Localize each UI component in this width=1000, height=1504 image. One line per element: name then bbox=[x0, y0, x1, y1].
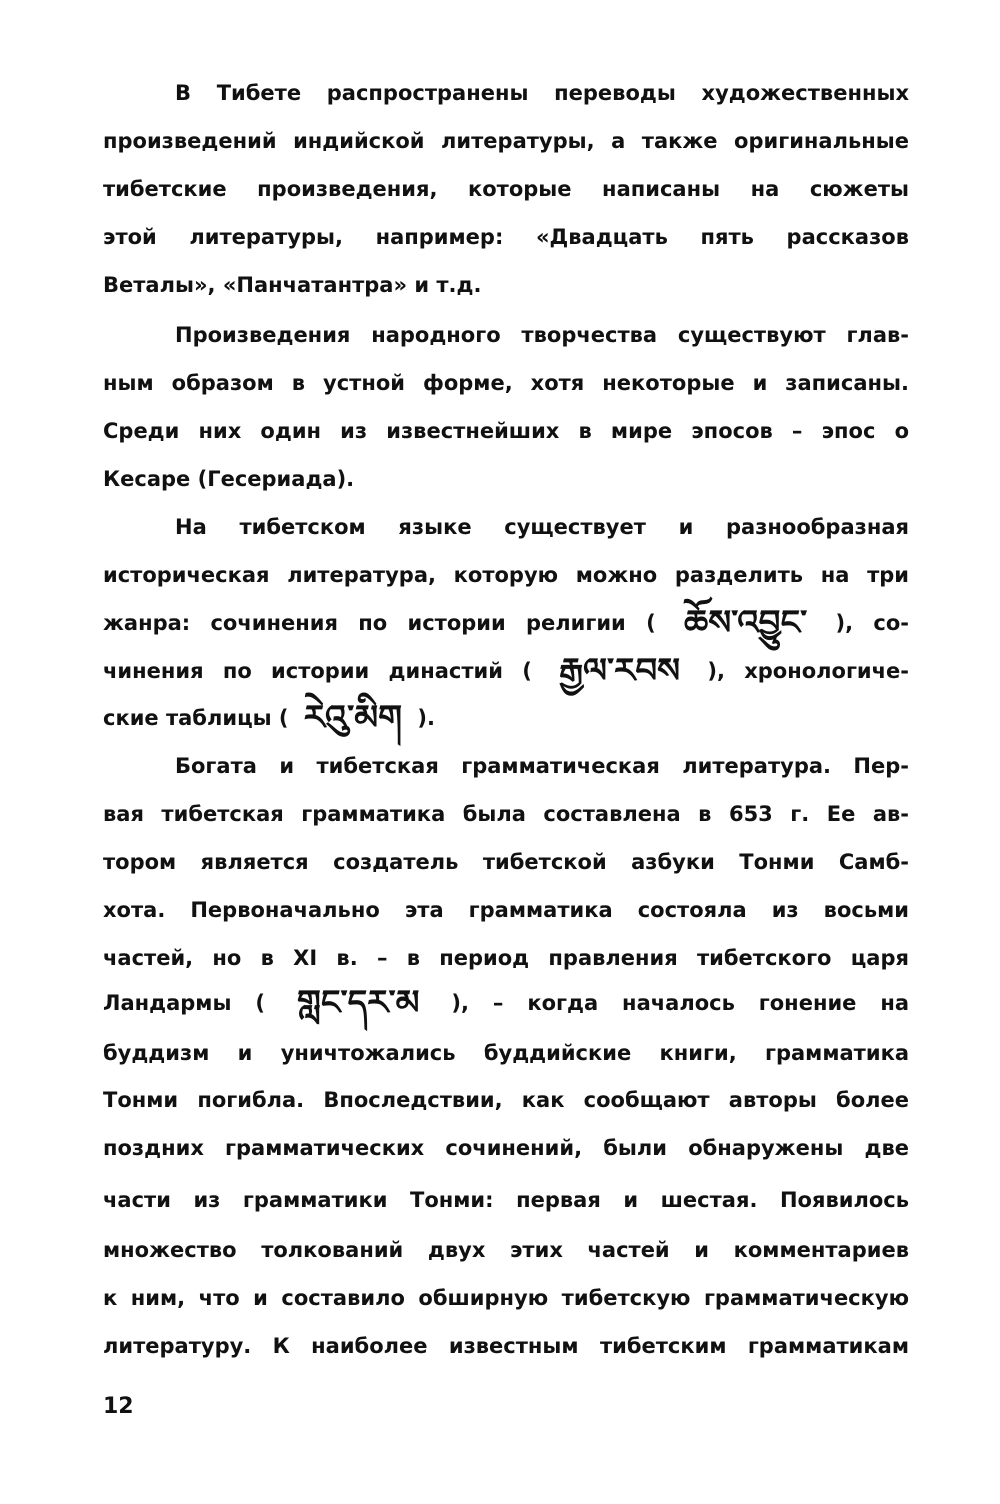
text-fragment: чинения по истории династий ( bbox=[103, 659, 532, 683]
text-line: историческая литература, которую можно разделить на три bbox=[103, 563, 909, 587]
text-line: Кесаре (Гесериада). bbox=[103, 467, 355, 491]
text-line: поздних грамматических сочинений, были обнаружены две bbox=[103, 1136, 909, 1160]
text-line: вая тибетская грамматика была составлена в 653 г. Ее ав- bbox=[103, 802, 909, 826]
text-line: Произведения народного творчества существуют глав- bbox=[175, 323, 909, 347]
text-line: произведений индийской литературы, а также оригинальные bbox=[103, 129, 909, 153]
page-number: 12 bbox=[103, 1394, 134, 1419]
text-line: этой литературы, например: «Двадцать пять рассказов bbox=[103, 225, 909, 249]
text-fragment: ). bbox=[417, 706, 435, 730]
text-line: ным образом в устной форме, хотя некоторые и записаны. bbox=[103, 371, 909, 395]
text-line: Тонми погибла. Впоследствии, как сообщают авторы более bbox=[103, 1088, 909, 1112]
text-fragment: ), хронологиче- bbox=[707, 659, 910, 683]
text-fragment: жанра: сочинения по истории религии ( bbox=[103, 611, 656, 635]
text-line: хота. Первоначально эта грамматика состояла из восьми bbox=[103, 898, 909, 922]
text-line: литературу. К наиболее известным тибетским грамматикам bbox=[103, 1334, 909, 1358]
text-fragment: Ландармы ( bbox=[103, 991, 265, 1015]
text-line: В Тибете распространены переводы художественных bbox=[175, 81, 909, 105]
text-line: тором является создатель тибетской азбуки Тонми Самб- bbox=[103, 850, 909, 874]
text-fragment: ские таблицы ( bbox=[103, 706, 289, 730]
text-line: тибетские произведения, которые написаны на сюжеты bbox=[103, 177, 909, 201]
text-line: Веталы», «Панчатантра» и т.д. bbox=[103, 273, 482, 297]
text-line: Среди них один из известнейших в мире эпосов – эпос о bbox=[103, 419, 909, 443]
text-line: частей, но в XI в. – в период правления тибетского царя bbox=[103, 946, 909, 970]
text-line-with-tibetan bbox=[103, 603, 909, 643]
tibetan-term: རྒྱལ་རབས bbox=[559, 651, 681, 691]
text-fragment: ), – когда началось гонение на bbox=[451, 991, 910, 1015]
text-line-with-tibetan bbox=[103, 698, 909, 738]
tibetan-term: ཆོས་འབྱུང་ bbox=[683, 603, 808, 643]
text-line-with-tibetan bbox=[103, 651, 909, 691]
text-fragment: ), со- bbox=[835, 611, 910, 635]
tibetan-term: རེའུ་མིག bbox=[303, 698, 403, 738]
text-line: буддизм и уничтожались буддийские книги, грамматика bbox=[103, 1041, 909, 1065]
text-line: к ним, что и составило обширную тибетскую грамматическую bbox=[103, 1286, 909, 1310]
text-line: Богата и тибетская грамматическая литература. Пер- bbox=[175, 754, 909, 778]
text-line-with-tibetan bbox=[103, 983, 909, 1023]
text-line: множество толкований двух этих частей и комментариев bbox=[103, 1238, 909, 1262]
tibetan-term: གླང་དར་མ bbox=[296, 983, 420, 1023]
text-line: На тибетском языке существует и разнообразная bbox=[175, 515, 909, 539]
text-line: части из грамматики Тонми: первая и шестая. Появилось bbox=[103, 1188, 909, 1212]
